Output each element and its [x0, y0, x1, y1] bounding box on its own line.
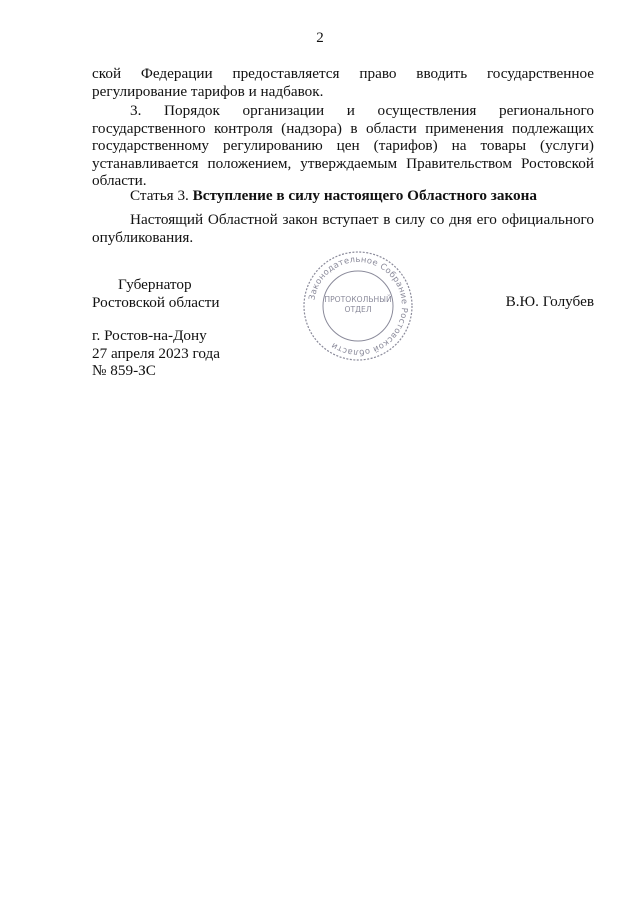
law-number: № 859-ЗС	[92, 362, 156, 379]
seal-stamp	[302, 250, 414, 362]
position-region: Ростовской области	[92, 293, 220, 311]
place-city: г. Ростов-на-Дону	[92, 327, 207, 344]
seal-ring-text: Законодательное Собрание Ростовской области	[306, 253, 411, 359]
place-date: 27 апреля 2023 года	[92, 344, 220, 362]
paragraph-text: ской Федерации предоставляется право вводить государственное регулирование тарифов и надбавок.	[92, 65, 594, 100]
position-title: Губернатор	[118, 276, 192, 293]
article-heading	[130, 187, 537, 205]
place-date-block	[92, 327, 220, 380]
paragraph-text: 3. Порядок организации и осуществления регионального государственного контроля (надзора) в области применения подлежащих государственному регулированию цен (тарифов) на товары (услуги) устанавливается положением, утверждаемым Правительством Ростовской области.	[92, 102, 594, 189]
seal-center-line1: ПРОТОКОЛЬНЫЙ	[324, 295, 392, 304]
signatory-position	[92, 276, 220, 311]
article-number: Статья 3.	[130, 187, 189, 204]
paragraph-continuation	[92, 65, 594, 100]
seal-center-line2: ОТДЕЛ	[344, 305, 372, 314]
page-number: 2	[316, 30, 324, 46]
signatory-name: В.Ю. Голубев	[505, 293, 594, 310]
paragraph-effective	[92, 211, 594, 246]
article-title: Вступление в силу настоящего Областного закона	[192, 187, 537, 204]
paragraph-text: Настоящий Областной закон вступает в силу со дня его официального опубликования.	[92, 211, 594, 246]
paragraph-3	[92, 102, 594, 190]
